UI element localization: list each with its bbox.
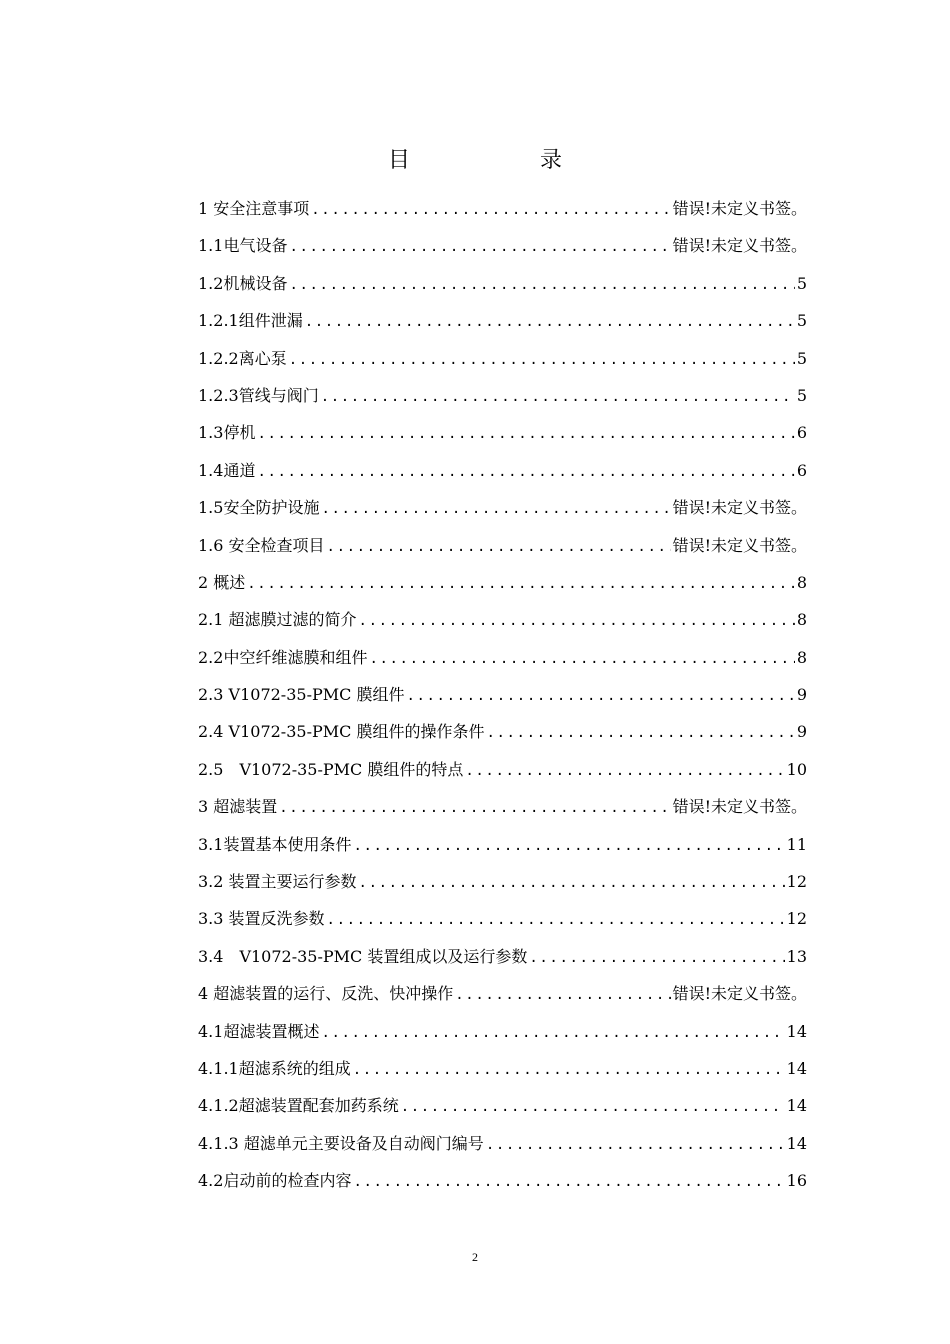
toc-dot-leader xyxy=(353,828,784,863)
toc-entry-page: 8 xyxy=(796,572,807,592)
toc-entry[interactable] xyxy=(198,639,807,676)
toc-dot-leader xyxy=(289,229,670,264)
toc-dot-leader xyxy=(529,940,784,975)
toc-entry[interactable] xyxy=(198,564,807,601)
toc-dot-leader xyxy=(327,529,671,564)
toc-entry[interactable] xyxy=(198,227,807,264)
toc-dot-leader xyxy=(321,1015,784,1050)
toc-entry-label: 4.1.1超滤系统的组成 xyxy=(198,1058,351,1078)
toc-entry[interactable] xyxy=(198,377,807,414)
toc-entry[interactable] xyxy=(198,452,807,489)
toc-entry[interactable] xyxy=(198,190,807,227)
toc-entry-label: 1.3停机 xyxy=(198,423,256,443)
toc-entry-label: 2.5 V1072-35-PMC 膜组件的特点 xyxy=(198,759,464,779)
toc-entry-label: 1.2.1组件泄漏 xyxy=(198,311,303,331)
toc-entry-label: 2.2中空纤维滤膜和组件 xyxy=(198,647,368,667)
toc-dot-leader xyxy=(321,379,795,414)
toc-entry-label: 1.2.3管线与阀门 xyxy=(198,385,319,405)
toc-entry[interactable] xyxy=(198,1125,807,1162)
toc-entry-label: 3.2 装置主要运行参数 xyxy=(198,872,357,892)
toc-entry-page: 14 xyxy=(786,1133,807,1153)
toc-entry-page: 14 xyxy=(786,1096,807,1116)
toc-entry-page: 错误!未定义书签。 xyxy=(672,984,807,1004)
toc-entry[interactable] xyxy=(198,527,807,564)
toc-entry[interactable] xyxy=(198,975,807,1012)
toc-dot-leader xyxy=(465,753,784,788)
toc-entry[interactable] xyxy=(198,340,807,377)
toc-entry[interactable] xyxy=(198,302,807,339)
toc-dot-leader xyxy=(455,977,670,1012)
toc-entry[interactable] xyxy=(198,788,807,825)
toc-entry-page: 5 xyxy=(796,273,807,293)
toc-entry-label: 4.1.3 超滤单元主要设备及自动阀门编号 xyxy=(198,1133,484,1153)
toc-entry[interactable] xyxy=(198,900,807,937)
toc-entry-page: 9 xyxy=(796,685,807,705)
toc-entry-page: 14 xyxy=(786,1058,807,1078)
toc-entry-page: 5 xyxy=(796,311,807,331)
toc-entry-page: 6 xyxy=(796,423,807,443)
toc-entry-page: 16 xyxy=(786,1171,807,1191)
toc-entry[interactable] xyxy=(198,1050,807,1087)
toc-entry-label: 3 超滤装置 xyxy=(198,797,278,817)
toc-dot-leader xyxy=(257,416,794,451)
toc-entry-page: 错误!未定义书签。 xyxy=(672,236,807,256)
toc-entry-label: 3.4 V1072-35-PMC 装置组成以及运行参数 xyxy=(198,946,528,966)
toc-entry-page: 8 xyxy=(796,647,807,667)
toc-entry[interactable] xyxy=(198,414,807,451)
toc-entry-label: 3.1装置基本使用条件 xyxy=(198,834,352,854)
page-number: 2 xyxy=(472,1250,478,1264)
toc-entry-label: 1.5安全防护设施 xyxy=(198,498,320,518)
toc-entry-page: 错误!未定义书签。 xyxy=(672,797,807,817)
toc-entry-label: 2 概述 xyxy=(198,572,246,592)
toc-dot-leader xyxy=(289,267,794,302)
toc-entry-label: 4.1超滤装置概述 xyxy=(198,1021,320,1041)
toc-entry[interactable] xyxy=(198,938,807,975)
toc-dot-leader xyxy=(321,491,670,526)
toc-entry-label: 1.4通道 xyxy=(198,460,256,480)
toc-dot-leader xyxy=(401,1089,785,1124)
toc-dot-leader xyxy=(353,1052,785,1087)
toc-entry-label: 2.4 V1072-35-PMC 膜组件的操作条件 xyxy=(198,722,485,742)
toc-entry-page: 13 xyxy=(786,946,807,966)
toc-entry-label: 1.2机械设备 xyxy=(198,273,288,293)
toc-entry-label: 1 安全注意事项 xyxy=(198,199,310,218)
toc-entry[interactable] xyxy=(198,863,807,900)
toc-entry-label: 3.3 装置反洗参数 xyxy=(198,909,325,929)
toc-entry-page: 9 xyxy=(796,722,807,742)
table-of-contents xyxy=(198,190,807,1200)
toc-entry[interactable] xyxy=(198,265,807,302)
toc-entry-label: 4.1.2超滤装置配套加药系统 xyxy=(198,1096,399,1116)
toc-entry-page: 14 xyxy=(786,1021,807,1041)
toc-entry-page: 错误!未定义书签。 xyxy=(672,199,807,218)
toc-dot-leader xyxy=(289,342,795,377)
toc-entry-page: 12 xyxy=(786,909,807,929)
toc-entry-label: 4 超滤装置的运行、反洗、快冲操作 xyxy=(198,984,454,1004)
toc-dot-leader xyxy=(359,603,795,638)
toc-dot-leader xyxy=(247,566,795,601)
toc-entry[interactable] xyxy=(198,1087,807,1124)
toc-entry-label: 1.1电气设备 xyxy=(198,236,288,256)
toc-entry-page: 错误!未定义书签。 xyxy=(672,535,807,555)
toc-entry[interactable] xyxy=(198,751,807,788)
toc-dot-leader xyxy=(369,641,794,676)
toc-entry-label: 1.2.2离心泵 xyxy=(198,348,287,368)
toc-entry-label: 1.6 安全检查项目 xyxy=(198,535,325,555)
toc-entry-label: 2.3 V1072-35-PMC 膜组件 xyxy=(198,685,405,705)
toc-entry[interactable] xyxy=(198,826,807,863)
toc-dot-leader xyxy=(486,715,794,750)
toc-dot-leader xyxy=(279,790,670,825)
toc-entry-page: 12 xyxy=(786,872,807,892)
toc-entry[interactable] xyxy=(198,489,807,526)
toc-dot-leader xyxy=(486,1127,785,1162)
toc-entry[interactable] xyxy=(198,1162,807,1199)
toc-entry-page: 错误!未定义书签。 xyxy=(672,498,807,518)
toc-entry-page: 5 xyxy=(796,348,807,368)
toc-entry-page: 11 xyxy=(786,834,807,854)
toc-entry-page: 5 xyxy=(796,385,807,405)
toc-dot-leader xyxy=(359,865,785,900)
toc-dot-leader xyxy=(406,678,794,713)
toc-entry[interactable] xyxy=(198,713,807,750)
toc-dot-leader xyxy=(353,1164,784,1199)
toc-entry[interactable] xyxy=(198,676,807,713)
toc-dot-leader xyxy=(327,902,785,937)
toc-entry-label: 2.1 超滤膜过滤的简介 xyxy=(198,610,357,630)
toc-entry[interactable] xyxy=(198,601,807,638)
toc-dot-leader xyxy=(257,454,794,489)
toc-entry-page: 8 xyxy=(796,610,807,630)
toc-entry-page: 6 xyxy=(796,460,807,480)
toc-dot-leader xyxy=(305,304,795,339)
toc-entry-label: 4.2启动前的检查内容 xyxy=(198,1171,352,1191)
toc-dot-leader xyxy=(311,192,670,227)
toc-entry-page: 10 xyxy=(786,759,807,779)
toc-title: 目 录 xyxy=(387,148,616,173)
toc-entry[interactable] xyxy=(198,1013,807,1050)
